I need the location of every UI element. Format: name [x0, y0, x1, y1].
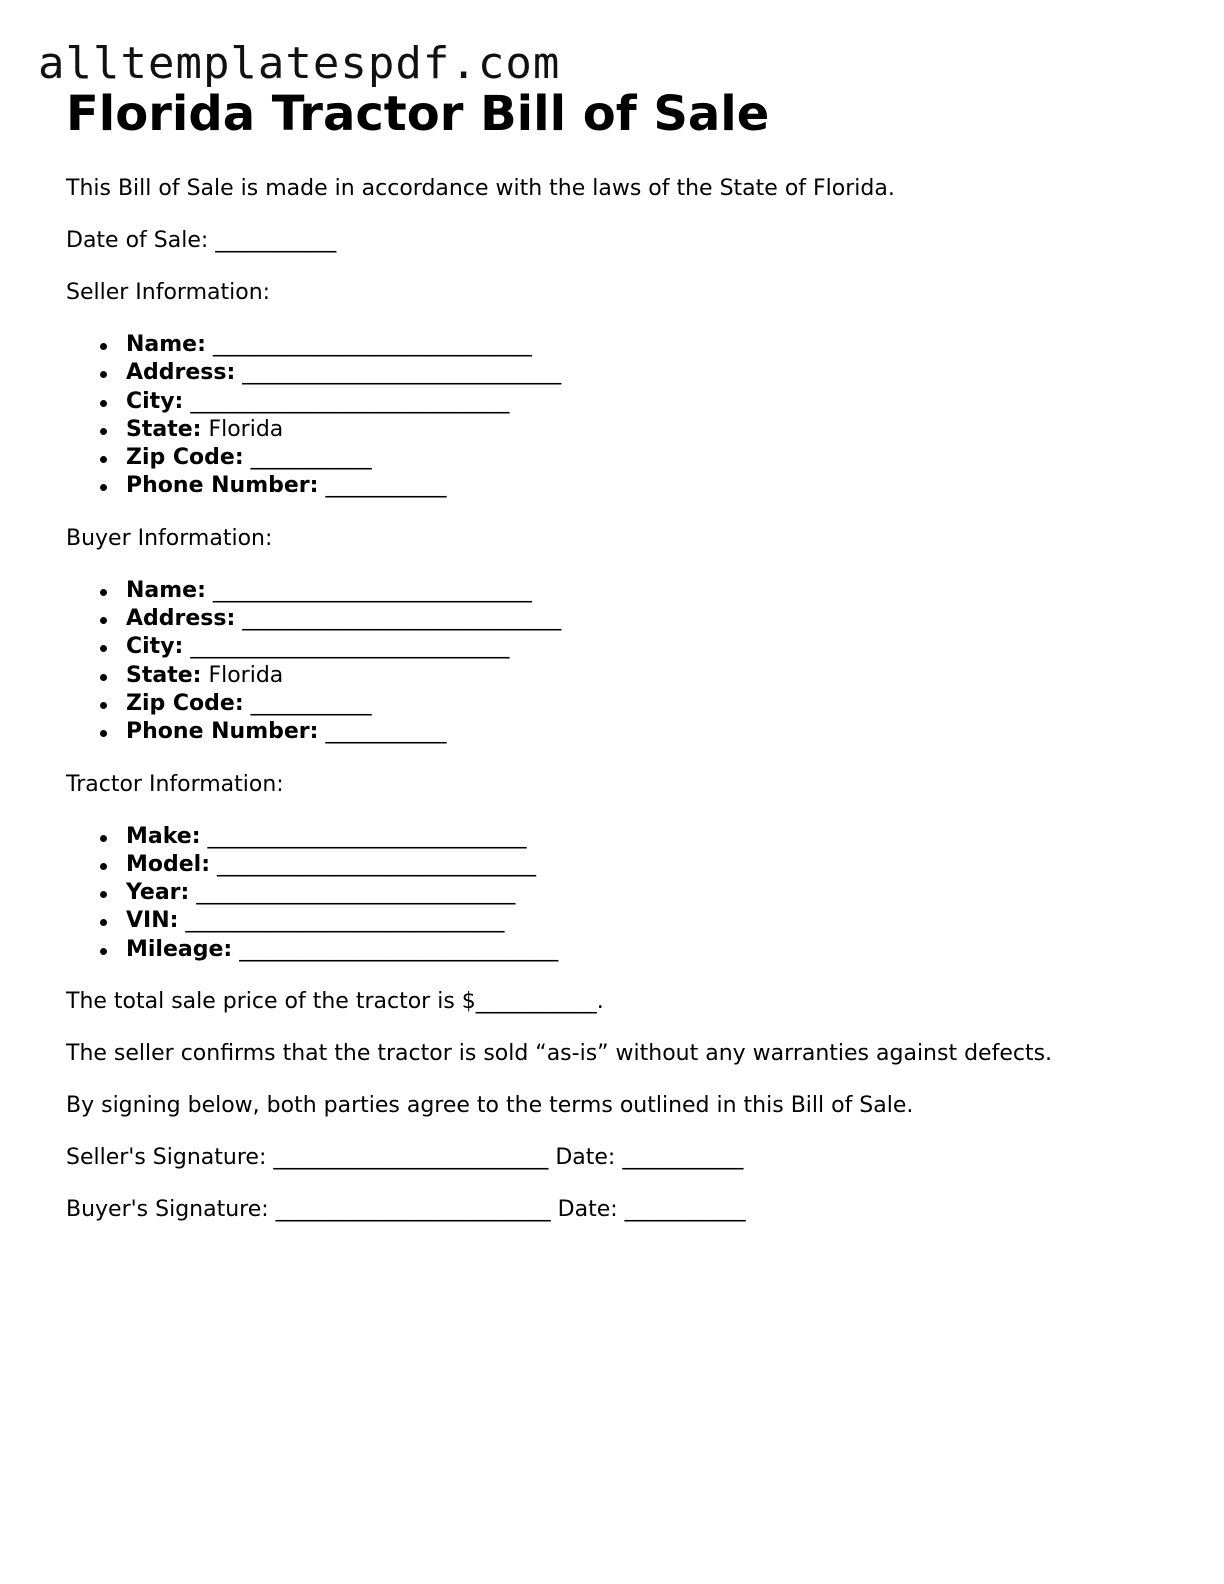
- tractor-mileage-field: [126, 936, 1186, 964]
- field-label: Address:: [126, 360, 236, 386]
- field-label: Mileage:: [126, 936, 233, 962]
- seller-section-heading: Seller Information:: [66, 280, 271, 305]
- field-label: Zip Code:: [126, 690, 244, 716]
- tractor-year-field: [126, 879, 1186, 907]
- page-title: Florida Tractor Bill of Sale: [66, 86, 770, 142]
- field-label: State:: [126, 662, 202, 688]
- seller-signature-line: Seller's Signature: _________________________ Date: ___________: [66, 1145, 744, 1171]
- field-value: ___________: [318, 719, 447, 745]
- field-value: _____________________________: [210, 851, 537, 877]
- field-value: _____________________________: [205, 577, 532, 603]
- field-label: City:: [126, 388, 184, 414]
- seller-address-field: [126, 359, 1186, 387]
- buyer-name-field: [126, 577, 1186, 605]
- seller-field-list: [66, 331, 1186, 501]
- field-value: _____________________________: [232, 936, 559, 962]
- seller-phone-field: [126, 472, 1186, 500]
- field-value: _____________________________: [189, 880, 516, 906]
- field-label: Year:: [126, 880, 190, 906]
- seller-city-field: [126, 388, 1186, 416]
- seller-state-field: [126, 416, 1186, 444]
- field-label: Make:: [126, 823, 201, 849]
- field-label: Address:: [126, 606, 236, 632]
- buyer-signature-line: Buyer's Signature: _________________________ Date: ___________: [66, 1197, 746, 1223]
- field-label: City:: [126, 634, 184, 660]
- seller-zip-field: [126, 444, 1186, 472]
- tractor-field-list: [66, 823, 1186, 964]
- field-label: Name:: [126, 332, 206, 357]
- seller-name-field: [126, 331, 1186, 359]
- buyer-zip-field: [126, 690, 1186, 718]
- tractor-make-field: [126, 823, 1186, 851]
- field-value: ___________: [243, 445, 372, 471]
- as-is-statement: The seller confirms that the tractor is sold “as-is” without any warranties against defects.: [66, 1041, 1053, 1067]
- tractor-model-field: [126, 851, 1186, 879]
- buyer-field-list: [66, 577, 1186, 747]
- buyer-state-field: [126, 662, 1186, 690]
- field-value: Florida: [201, 416, 284, 442]
- intro-paragraph: This Bill of Sale is made in accordance with the laws of the State of Florida.: [66, 176, 895, 201]
- field-value: _____________________________: [200, 823, 527, 849]
- field-label: State:: [126, 416, 202, 442]
- tractor-section-heading: Tractor Information:: [66, 771, 284, 797]
- field-value: _____________________________: [205, 332, 532, 357]
- date-of-sale-line: Date of Sale: ___________: [66, 228, 337, 253]
- field-value: Florida: [201, 662, 284, 688]
- price-statement: The total sale price of the tractor is $___________.: [66, 989, 604, 1015]
- field-label: Name:: [126, 577, 206, 603]
- field-value: _____________________________: [235, 606, 562, 632]
- field-label: Model:: [126, 851, 211, 877]
- field-label: Phone Number:: [126, 719, 319, 745]
- field-value: _____________________________: [235, 360, 562, 386]
- field-value: ___________: [243, 690, 372, 716]
- field-label: Phone Number:: [126, 473, 319, 499]
- buyer-city-field: [126, 633, 1186, 661]
- watermark-text: alltemplatespdf.com: [38, 38, 561, 89]
- field-label: Zip Code:: [126, 445, 244, 471]
- field-value: _____________________________: [183, 634, 510, 660]
- field-value: ___________: [318, 473, 447, 499]
- field-label: VIN:: [126, 908, 179, 934]
- field-value: _____________________________: [178, 908, 505, 934]
- buyer-section-heading: Buyer Information:: [66, 525, 273, 551]
- buyer-phone-field: [126, 718, 1186, 746]
- document-body: [66, 84, 1186, 1224]
- buyer-address-field: [126, 605, 1186, 633]
- agreement-statement: By signing below, both parties agree to the terms outlined in this Bill of Sale.: [66, 1093, 914, 1119]
- field-value: _____________________________: [183, 388, 510, 414]
- tractor-vin-field: [126, 907, 1186, 935]
